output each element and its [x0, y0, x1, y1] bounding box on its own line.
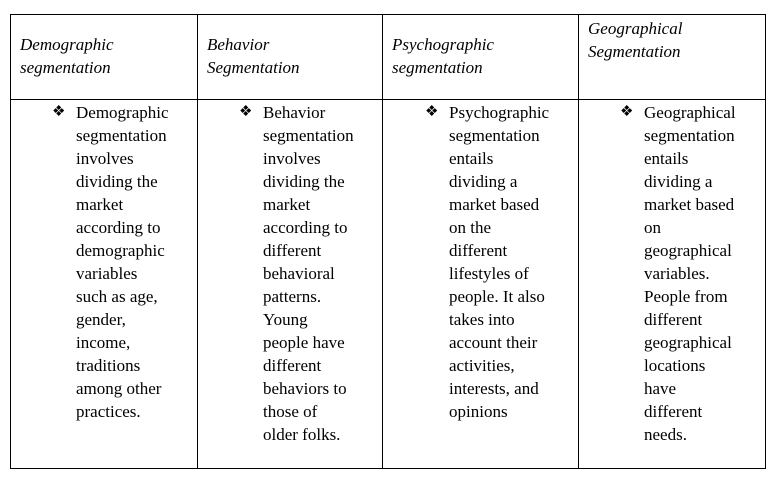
text-line: lifestyles of: [449, 264, 529, 283]
text-line: different: [263, 241, 322, 260]
text-line: Psychographic: [449, 103, 550, 122]
text-line: entails: [449, 149, 494, 168]
header-cell-behavior: [198, 15, 383, 100]
text-line: among other: [76, 379, 162, 398]
cell-text: [76, 101, 197, 423]
text-line: dividing the: [263, 172, 345, 191]
text-line: behavioral: [263, 264, 335, 283]
text-line: dividing a: [449, 172, 518, 191]
header-cell-demographic: [11, 15, 198, 100]
diamond-bullet-icon: ❖: [52, 104, 66, 120]
text-line: market: [76, 195, 124, 214]
text-line: activities,: [449, 356, 515, 375]
text-line: Young: [263, 310, 308, 329]
header-line: Behavior: [207, 35, 270, 54]
text-line: Geographical: [644, 103, 736, 122]
diamond-bullet-icon: ❖: [620, 104, 634, 120]
body-cell-geographical: [579, 100, 766, 469]
text-line: People from: [644, 287, 728, 306]
cell-text: [644, 101, 765, 446]
cell-text: [449, 101, 578, 423]
text-line: different: [263, 356, 322, 375]
body-cell-demographic: [11, 100, 198, 469]
segmentation-table: [10, 14, 766, 469]
header-line: Psychographic: [392, 35, 494, 54]
text-line: according to: [76, 218, 161, 237]
text-line: older folks.: [263, 425, 341, 444]
text-line: variables: [76, 264, 138, 283]
header-line: segmentation: [20, 58, 111, 77]
text-line: demographic: [76, 241, 165, 260]
text-line: on: [644, 218, 661, 237]
body-cell-psychographic: [383, 100, 579, 469]
text-line: entails: [644, 149, 689, 168]
text-line: locations: [644, 356, 706, 375]
text-line: on the: [449, 218, 492, 237]
text-line: different: [644, 310, 703, 329]
text-line: practices.: [76, 402, 141, 421]
header-line: segmentation: [392, 58, 483, 77]
text-line: interests, and: [449, 379, 539, 398]
header-line: Demographic: [20, 35, 114, 54]
text-line: involves: [76, 149, 134, 168]
header-cell-psychographic: [383, 15, 579, 100]
text-line: gender,: [76, 310, 126, 329]
text-line: Demographic: [76, 103, 169, 122]
body-row: [11, 100, 766, 469]
text-line: needs.: [644, 425, 687, 444]
text-line: people. It also: [449, 287, 545, 306]
header-cell-geographical: [579, 15, 766, 100]
text-line: variables.: [644, 264, 710, 283]
text-line: market: [263, 195, 311, 214]
text-line: segmentation: [76, 126, 167, 145]
text-line: Behavior: [263, 103, 326, 122]
text-line: according to: [263, 218, 348, 237]
text-line: segmentation: [644, 126, 735, 145]
text-line: such as age,: [76, 287, 158, 306]
diamond-bullet-icon: ❖: [239, 104, 253, 120]
text-line: dividing a: [644, 172, 713, 191]
text-line: have: [644, 379, 677, 398]
header-line: Geographical: [588, 19, 683, 38]
text-line: dividing the: [76, 172, 158, 191]
text-line: people have: [263, 333, 345, 352]
header-row: [11, 15, 766, 100]
text-line: opinions: [449, 402, 508, 421]
text-line: geographical: [644, 333, 732, 352]
text-line: patterns.: [263, 287, 322, 306]
text-line: segmentation: [263, 126, 354, 145]
text-line: market based: [449, 195, 540, 214]
text-line: different: [449, 241, 508, 260]
body-cell-behavior: [198, 100, 383, 469]
text-line: segmentation: [449, 126, 540, 145]
diamond-bullet-icon: ❖: [425, 104, 439, 120]
cell-text: [263, 101, 382, 446]
text-line: geographical: [644, 241, 732, 260]
text-line: traditions: [76, 356, 141, 375]
text-line: different: [644, 402, 703, 421]
text-line: account their: [449, 333, 538, 352]
header-line: Segmentation: [207, 58, 300, 77]
text-line: income,: [76, 333, 131, 352]
text-line: involves: [263, 149, 321, 168]
text-line: takes into: [449, 310, 515, 329]
text-line: market based: [644, 195, 735, 214]
header-line: Segmentation: [588, 42, 681, 61]
text-line: behaviors to: [263, 379, 347, 398]
text-line: those of: [263, 402, 318, 421]
